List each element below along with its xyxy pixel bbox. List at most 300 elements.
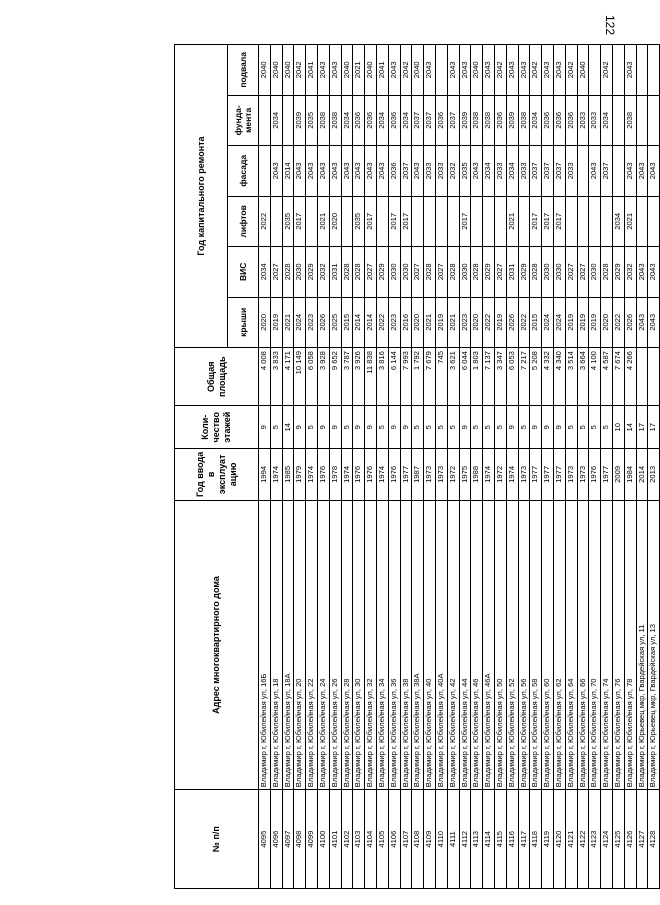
cell-num: 4113 xyxy=(471,790,483,889)
cell-basement xyxy=(612,45,624,96)
cell-roof: 2021 xyxy=(447,297,459,348)
cell-foundation: 2036 xyxy=(565,95,577,146)
cell-floors: 9 xyxy=(530,406,542,449)
cell-vis: 2028 xyxy=(471,247,483,298)
cell-roof: 2019 xyxy=(494,297,506,348)
cell-roof: 2022 xyxy=(518,297,530,348)
cell-facade: 2043 xyxy=(636,146,648,197)
cell-roof: 2021 xyxy=(282,297,294,348)
cell-lift xyxy=(412,196,424,247)
table-row xyxy=(494,45,506,889)
cell-num: 4105 xyxy=(376,790,388,889)
cell-num: 4110 xyxy=(435,790,447,889)
cell-lift: 2021 xyxy=(317,196,329,247)
table-row xyxy=(447,45,459,889)
cell-floors: 5 xyxy=(376,406,388,449)
cell-foundation: 2036 xyxy=(553,95,565,146)
cell-floors: 9 xyxy=(294,406,306,449)
cell-address: Владимир г, Юбилейная ул, 62 xyxy=(553,500,565,790)
cell-floors: 5 xyxy=(494,406,506,449)
cell-lift: 2017 xyxy=(459,196,471,247)
cell-num: 4127 xyxy=(636,790,648,889)
cell-floors: 9 xyxy=(259,406,271,449)
cell-lift xyxy=(589,196,601,247)
repair-schedule-table xyxy=(174,44,660,889)
cell-area: 3 926 xyxy=(353,348,365,406)
cell-vis: 2028 xyxy=(353,247,365,298)
cell-roof: 2015 xyxy=(530,297,542,348)
cell-year: 1994 xyxy=(259,449,271,501)
cell-address: Владимир г, Юбилейная ул, 74 xyxy=(601,500,613,790)
cell-year: 1975 xyxy=(459,449,471,501)
cell-vis: 2027 xyxy=(412,247,424,298)
cell-vis: 2029 xyxy=(518,247,530,298)
cell-area: 7 137 xyxy=(483,348,495,406)
cell-lift: 2035 xyxy=(282,196,294,247)
cell-basement: 2043 xyxy=(624,45,636,96)
cell-basement: 2040 xyxy=(259,45,271,96)
table-row xyxy=(365,45,377,889)
cell-roof: 2022 xyxy=(376,297,388,348)
cell-year: 1979 xyxy=(294,449,306,501)
table-row xyxy=(400,45,412,889)
cell-facade: 2033 xyxy=(494,146,506,197)
cell-facade xyxy=(259,146,271,197)
cell-basement xyxy=(648,45,660,96)
header-floors: Коли-чество этажей xyxy=(175,406,259,449)
table-row xyxy=(601,45,613,889)
cell-foundation: 2033 xyxy=(589,95,601,146)
cell-lift xyxy=(636,196,648,247)
cell-roof: 2023 xyxy=(306,297,318,348)
cell-foundation: 2038 xyxy=(471,95,483,146)
cell-basement xyxy=(589,45,601,96)
cell-address: Владимир г, Юбилейная ул, 34 xyxy=(376,500,388,790)
cell-num: 4117 xyxy=(518,790,530,889)
cell-vis: 2031 xyxy=(329,247,341,298)
cell-num: 4103 xyxy=(353,790,365,889)
cell-num: 4121 xyxy=(565,790,577,889)
cell-vis: 2028 xyxy=(341,247,353,298)
cell-area: 7 679 xyxy=(424,348,436,406)
cell-area: 1 792 xyxy=(412,348,424,406)
cell-floors: 5 xyxy=(471,406,483,449)
cell-floors: 5 xyxy=(412,406,424,449)
cell-area: 1 803 xyxy=(471,348,483,406)
cell-year: 2014 xyxy=(636,449,648,501)
cell-num: 4098 xyxy=(294,790,306,889)
cell-roof: 2023 xyxy=(388,297,400,348)
table-row xyxy=(341,45,353,889)
cell-roof: 2023 xyxy=(459,297,471,348)
cell-foundation: 2034 xyxy=(376,95,388,146)
cell-area xyxy=(636,348,648,406)
cell-area: 745 xyxy=(435,348,447,406)
cell-address: Владимир г, Юбилейная ул, 28 xyxy=(341,500,353,790)
table-row xyxy=(294,45,306,889)
cell-vis: 2027 xyxy=(577,247,589,298)
cell-year: 1973 xyxy=(565,449,577,501)
cell-floors: 9 xyxy=(553,406,565,449)
header-roof: крыши xyxy=(228,297,259,348)
cell-year: 1973 xyxy=(424,449,436,501)
cell-roof: 2024 xyxy=(553,297,565,348)
cell-address: Владимир г, Юбилейная ул, 52 xyxy=(506,500,518,790)
cell-num: 4119 xyxy=(542,790,554,889)
cell-year: 1976 xyxy=(589,449,601,501)
cell-vis: 2027 xyxy=(565,247,577,298)
cell-foundation: 2038 xyxy=(317,95,329,146)
cell-year: 1974 xyxy=(376,449,388,501)
cell-roof: 2022 xyxy=(612,297,624,348)
cell-area: 3 514 xyxy=(565,348,577,406)
cell-facade: 2043 xyxy=(329,146,341,197)
table-row xyxy=(388,45,400,889)
cell-foundation: 2038 xyxy=(329,95,341,146)
cell-address: Владимир г, Юбилейная ул, 46 xyxy=(471,500,483,790)
cell-lift xyxy=(494,196,506,247)
cell-vis: 2030 xyxy=(294,247,306,298)
cell-floors: 5 xyxy=(341,406,353,449)
table-row xyxy=(471,45,483,889)
cell-roof: 2020 xyxy=(471,297,483,348)
cell-address: Владимир г, Юбилейная ул, 20 xyxy=(294,500,306,790)
cell-area: 9 652 xyxy=(329,348,341,406)
cell-vis: 2030 xyxy=(553,247,565,298)
table-row xyxy=(542,45,554,889)
cell-address: Владимир г, Юбилейная ул, 76 xyxy=(612,500,624,790)
cell-floors: 10 xyxy=(612,406,624,449)
cell-floors: 14 xyxy=(282,406,294,449)
cell-basement: 2041 xyxy=(376,45,388,96)
cell-roof: 2026 xyxy=(317,297,329,348)
cell-facade: 2033 xyxy=(424,146,436,197)
cell-floors: 9 xyxy=(459,406,471,449)
cell-roof: 2021 xyxy=(424,297,436,348)
cell-lift xyxy=(577,196,589,247)
cell-roof: 2043 xyxy=(648,297,660,348)
cell-area: 7 217 xyxy=(518,348,530,406)
cell-vis: 2031 xyxy=(506,247,518,298)
cell-facade: 2043 xyxy=(648,146,660,197)
table-row xyxy=(424,45,436,889)
cell-basement: 2042 xyxy=(494,45,506,96)
cell-year: 1976 xyxy=(317,449,329,501)
table-row xyxy=(624,45,636,889)
cell-vis: 2027 xyxy=(270,247,282,298)
cell-num: 4125 xyxy=(612,790,624,889)
cell-basement: 2043 xyxy=(553,45,565,96)
header-basement: подвала xyxy=(228,45,259,96)
table-row xyxy=(577,45,589,889)
cell-foundation: 2036 xyxy=(435,95,447,146)
cell-address: Владимир г, Юбилейная ул, 26 xyxy=(329,500,341,790)
table-row xyxy=(353,45,365,889)
cell-basement: 2043 xyxy=(459,45,471,96)
cell-area: 7 674 xyxy=(612,348,624,406)
cell-area: 3 664 xyxy=(577,348,589,406)
cell-facade: 2014 xyxy=(282,146,294,197)
header-year: Год ввода в эксплуат ацию xyxy=(175,449,259,501)
cell-area: 4 171 xyxy=(282,348,294,406)
cell-year: 1977 xyxy=(400,449,412,501)
cell-vis: 2027 xyxy=(435,247,447,298)
cell-facade: 2043 xyxy=(376,146,388,197)
cell-foundation: 2034 xyxy=(341,95,353,146)
table-row xyxy=(636,45,648,889)
cell-address: Владимир г, Юбилейная ул, 30 xyxy=(353,500,365,790)
cell-facade: 2043 xyxy=(294,146,306,197)
cell-vis: 2028 xyxy=(601,247,613,298)
cell-floors: 9 xyxy=(400,406,412,449)
cell-basement: 2043 xyxy=(447,45,459,96)
cell-foundation: 2039 xyxy=(506,95,518,146)
rotated-table-container xyxy=(174,44,658,889)
table-row xyxy=(306,45,318,889)
cell-lift xyxy=(483,196,495,247)
cell-area: 11 838 xyxy=(365,348,377,406)
cell-num: 4118 xyxy=(530,790,542,889)
cell-basement xyxy=(636,45,648,96)
cell-lift xyxy=(306,196,318,247)
cell-num: 4106 xyxy=(388,790,400,889)
cell-num: 4104 xyxy=(365,790,377,889)
cell-address: Владимир г, Юбилейная ул, 40 xyxy=(424,500,436,790)
cell-roof: 2019 xyxy=(577,297,589,348)
cell-num: 4116 xyxy=(506,790,518,889)
cell-lift xyxy=(565,196,577,247)
cell-roof: 2019 xyxy=(435,297,447,348)
cell-basement: 2040 xyxy=(341,45,353,96)
header-repair-group: Год капитального ремонта xyxy=(175,45,228,348)
cell-facade: 2043 xyxy=(365,146,377,197)
cell-floors: 5 xyxy=(435,406,447,449)
cell-lift: 2021 xyxy=(624,196,636,247)
cell-vis: 2032 xyxy=(317,247,329,298)
cell-address: Владимир г, Юбилейная ул, 18 xyxy=(270,500,282,790)
cell-facade: 2043 xyxy=(270,146,282,197)
cell-lift: 2017 xyxy=(365,196,377,247)
cell-area: 6 044 xyxy=(459,348,471,406)
cell-floors: 17 xyxy=(648,406,660,449)
cell-basement: 2040 xyxy=(365,45,377,96)
cell-address: Владимир г, Юрьевец мкр, Гвардейская ул, 13 xyxy=(648,500,660,790)
cell-area: 10 149 xyxy=(294,348,306,406)
cell-basement: 2042 xyxy=(530,45,542,96)
cell-roof: 2026 xyxy=(624,297,636,348)
cell-facade: 2034 xyxy=(506,146,518,197)
cell-facade xyxy=(577,146,589,197)
cell-address: Владимир г, Юбилейная ул, 36 xyxy=(388,500,400,790)
cell-num: 4115 xyxy=(494,790,506,889)
cell-foundation: 2036 xyxy=(353,95,365,146)
cell-roof: 2020 xyxy=(412,297,424,348)
cell-address: Владимир г, Юбилейная ул, 18А xyxy=(282,500,294,790)
cell-roof: 2014 xyxy=(353,297,365,348)
cell-num: 4114 xyxy=(483,790,495,889)
cell-vis: 2030 xyxy=(542,247,554,298)
cell-num: 4107 xyxy=(400,790,412,889)
cell-roof: 2020 xyxy=(259,297,271,348)
cell-address: Владимир г, Юбилейная ул, 56 xyxy=(518,500,530,790)
cell-foundation xyxy=(259,95,271,146)
cell-foundation: 2039 xyxy=(294,95,306,146)
cell-address: Владимир г, Юбилейная ул, 70 xyxy=(589,500,601,790)
cell-foundation: 2038 xyxy=(624,95,636,146)
cell-basement: 2043 xyxy=(506,45,518,96)
cell-foundation: 2037 xyxy=(447,95,459,146)
cell-facade: 2033 xyxy=(565,146,577,197)
cell-foundation xyxy=(648,95,660,146)
cell-year: 1976 xyxy=(353,449,365,501)
cell-floors: 14 xyxy=(624,406,636,449)
cell-vis: 2028 xyxy=(530,247,542,298)
cell-year: 1977 xyxy=(553,449,565,501)
cell-basement: 2043 xyxy=(317,45,329,96)
cell-roof: 2019 xyxy=(270,297,282,348)
cell-num: 4109 xyxy=(424,790,436,889)
cell-lift xyxy=(270,196,282,247)
cell-area: 7 993 xyxy=(400,348,412,406)
cell-area: 4 340 xyxy=(553,348,565,406)
cell-vis: 2029 xyxy=(612,247,624,298)
cell-floors: 5 xyxy=(577,406,589,449)
cell-address: Владимир г, Юбилейная ул, 38 xyxy=(400,500,412,790)
cell-facade: 2036 xyxy=(388,146,400,197)
cell-address: Владимир г, Юбилейная ул, 16Б xyxy=(259,500,271,790)
cell-roof: 2024 xyxy=(294,297,306,348)
cell-facade: 2033 xyxy=(435,146,447,197)
cell-roof: 2015 xyxy=(341,297,353,348)
cell-basement: 2041 xyxy=(306,45,318,96)
cell-num: 4123 xyxy=(589,790,601,889)
cell-lift xyxy=(341,196,353,247)
cell-lift: 2020 xyxy=(329,196,341,247)
cell-area: 4 587 xyxy=(601,348,613,406)
table-row xyxy=(317,45,329,889)
cell-facade: 2043 xyxy=(317,146,329,197)
cell-floors: 5 xyxy=(518,406,530,449)
cell-lift: 2017 xyxy=(542,196,554,247)
cell-facade: 2043 xyxy=(471,146,483,197)
cell-vis: 2029 xyxy=(376,247,388,298)
cell-address: Владимир г, Юбилейная ул, 50 xyxy=(494,500,506,790)
page-number: 122 xyxy=(602,14,617,36)
cell-num: 4097 xyxy=(282,790,294,889)
cell-basement: 2043 xyxy=(518,45,530,96)
cell-foundation: 2034 xyxy=(601,95,613,146)
cell-year: 1973 xyxy=(435,449,447,501)
cell-foundation: 2035 xyxy=(306,95,318,146)
cell-lift: 2035 xyxy=(353,196,365,247)
cell-year: 1978 xyxy=(329,449,341,501)
cell-year: 2009 xyxy=(612,449,624,501)
table-row xyxy=(259,45,271,889)
cell-foundation: 2036 xyxy=(494,95,506,146)
cell-roof: 2019 xyxy=(565,297,577,348)
cell-facade: 2043 xyxy=(306,146,318,197)
cell-foundation: 2036 xyxy=(388,95,400,146)
table-row xyxy=(530,45,542,889)
cell-year: 2013 xyxy=(648,449,660,501)
cell-foundation: 2034 xyxy=(400,95,412,146)
cell-address: Владимир г, Юбилейная ул, 44 xyxy=(459,500,471,790)
cell-address: Владимир г, Юбилейная ул, 46А xyxy=(483,500,495,790)
cell-lift xyxy=(471,196,483,247)
cell-floors: 9 xyxy=(542,406,554,449)
cell-area xyxy=(648,348,660,406)
cell-floors: 5 xyxy=(589,406,601,449)
cell-address: Владимир г, Юбилейная ул, 32 xyxy=(365,500,377,790)
cell-floors: 5 xyxy=(270,406,282,449)
cell-num: 4122 xyxy=(577,790,589,889)
cell-year: 1974 xyxy=(270,449,282,501)
header-vis: ВИС xyxy=(228,247,259,298)
cell-area: 3 621 xyxy=(447,348,459,406)
cell-floors: 5 xyxy=(306,406,318,449)
cell-address: Владимир г, Юбилейная ул, 58 xyxy=(530,500,542,790)
cell-lift: 2017 xyxy=(388,196,400,247)
header-area: Общая площадь xyxy=(175,348,259,406)
table-row xyxy=(282,45,294,889)
cell-num: 4095 xyxy=(259,790,271,889)
cell-basement: 2040 xyxy=(270,45,282,96)
cell-address: Владимир г, Юбилейная ул, 42 xyxy=(447,500,459,790)
cell-facade: 2032 xyxy=(447,146,459,197)
cell-year: 1972 xyxy=(494,449,506,501)
cell-area: 3 347 xyxy=(494,348,506,406)
cell-foundation xyxy=(282,95,294,146)
cell-num: 4111 xyxy=(447,790,459,889)
cell-lift: 2022 xyxy=(259,196,271,247)
cell-facade: 2034 xyxy=(483,146,495,197)
cell-vis: 2027 xyxy=(365,247,377,298)
cell-num: 4099 xyxy=(306,790,318,889)
cell-facade: 2037 xyxy=(542,146,554,197)
cell-num: 4096 xyxy=(270,790,282,889)
cell-floors: 5 xyxy=(424,406,436,449)
cell-year: 1984 xyxy=(624,449,636,501)
cell-address: Владимир г, Юбилейная ул, 66 xyxy=(577,500,589,790)
cell-area: 5 208 xyxy=(530,348,542,406)
cell-foundation: 2037 xyxy=(424,95,436,146)
cell-basement: 2042 xyxy=(294,45,306,96)
cell-foundation: 2036 xyxy=(365,95,377,146)
cell-num: 4128 xyxy=(648,790,660,889)
cell-lift: 2017 xyxy=(294,196,306,247)
cell-num: 4120 xyxy=(553,790,565,889)
cell-area: 3 787 xyxy=(341,348,353,406)
cell-num: 4108 xyxy=(412,790,424,889)
cell-foundation: 2038 xyxy=(483,95,495,146)
cell-basement: 2042 xyxy=(601,45,613,96)
cell-vis: 2030 xyxy=(459,247,471,298)
cell-basement: 2043 xyxy=(424,45,436,96)
cell-facade: 2043 xyxy=(353,146,365,197)
cell-address: Владимир г, Юбилейная ул, 38А xyxy=(412,500,424,790)
table-row xyxy=(483,45,495,889)
cell-lift: 2017 xyxy=(553,196,565,247)
cell-basement: 2040 xyxy=(471,45,483,96)
table-row xyxy=(648,45,660,889)
cell-floors: 9 xyxy=(506,406,518,449)
cell-roof: 2014 xyxy=(365,297,377,348)
table-row xyxy=(518,45,530,889)
cell-area: 6 053 xyxy=(506,348,518,406)
cell-year: 1976 xyxy=(365,449,377,501)
cell-facade: 2043 xyxy=(624,146,636,197)
cell-year: 1973 xyxy=(577,449,589,501)
